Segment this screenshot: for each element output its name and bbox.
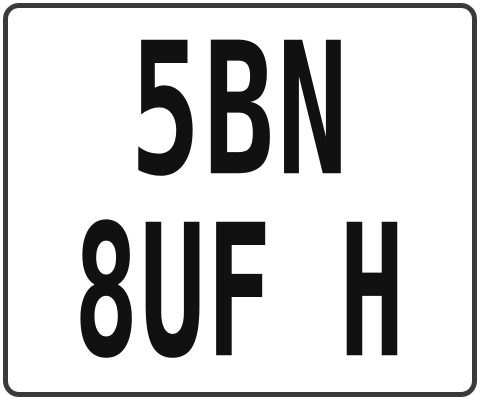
license-plate <box>3 3 477 397</box>
plate-line-1 <box>8 4 472 218</box>
plate-line-2 <box>8 186 472 397</box>
plate-text-line-2: 8UF H <box>73 186 407 397</box>
plate-text-line-1: 5BN <box>129 4 351 218</box>
